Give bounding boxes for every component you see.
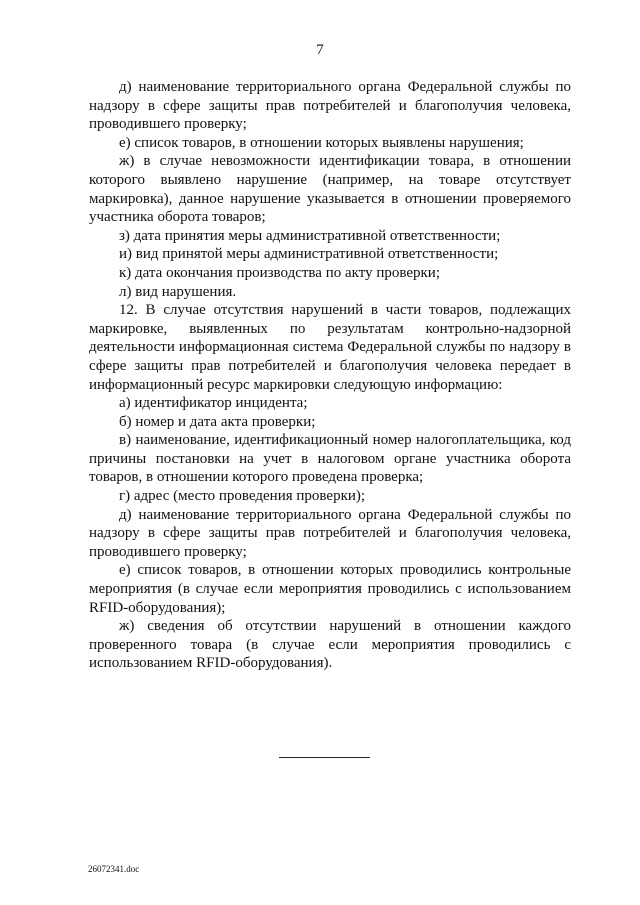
paragraph-12-no-violations: 12. В случае отсутствия нарушений в части товаров, подлежащих маркировке, выявленных по результатам контрольно-надзорной деятельности информационная система Федеральной службы по надзору в сфере защиты прав потребителей и благополучия человека передает в информационный ресурс маркировки следующую информацию: bbox=[89, 302, 571, 393]
paragraph-d-territorial-body: д) наименование территориального органа Федеральной службы по надзору в сфере защиты прав потребителей и благополучия человека, проводившего проверку; bbox=[89, 79, 571, 133]
paragraph-zh-no-violation-info: ж) сведения об отсутствии нарушений в отношении каждого проверенного товара (в случае если мероприятия проводились с использованием RFID-оборудования). bbox=[89, 618, 571, 672]
paragraph-k-proceedings-end-date: к) дата окончания производства по акту проверки; bbox=[119, 264, 440, 281]
paragraph-e-inspected-goods: е) список товаров, в отношении которых проводились контрольные мероприятия (в случае если мероприятия проводились с использованием RFID-оборудования); bbox=[89, 562, 571, 616]
paragraph-i-penalty-type: и) вид принятой меры административной ответственности; bbox=[119, 246, 499, 263]
page-number: 7 bbox=[316, 42, 324, 58]
footer-filename: 26072341.doc bbox=[88, 864, 140, 874]
paragraph-z-penalty-date: з) дата принятия меры административной ответственности; bbox=[119, 227, 501, 244]
paragraph-b-act-number-date: б) номер и дата акта проверки; bbox=[119, 413, 316, 430]
paragraph-zh-unidentified-goods: ж) в случае невозможности идентификации товара, в отношении которого выявлено нарушение (например, на товаре отсутствует маркировка), данное нарушение указывается в отношении проверяемого участника оборота товаров; bbox=[89, 153, 571, 226]
end-separator-line bbox=[279, 757, 370, 758]
paragraph-l-violation-type: л) вид нарушения. bbox=[119, 283, 237, 300]
paragraph-g-inspection-address: г) адрес (место проведения проверки); bbox=[119, 488, 366, 505]
paragraph-d-territorial-body-2: д) наименование территориального органа Федеральной службы по надзору в сфере защиты прав потребителей и благополучия человека, проводившего проверку; bbox=[89, 506, 571, 560]
paragraph-e-violation-goods: е) список товаров, в отношении которых выявлены нарушения; bbox=[119, 134, 524, 151]
paragraph-a-incident-id: а) идентификатор инцидента; bbox=[119, 395, 308, 412]
document-body bbox=[89, 78, 571, 673]
paragraph-v-participant-details: в) наименование, идентификационный номер налогоплательщика, код причины постановки на учет в налоговом органе участника оборота товаров, в отношении которого проведена проверка; bbox=[89, 432, 571, 486]
